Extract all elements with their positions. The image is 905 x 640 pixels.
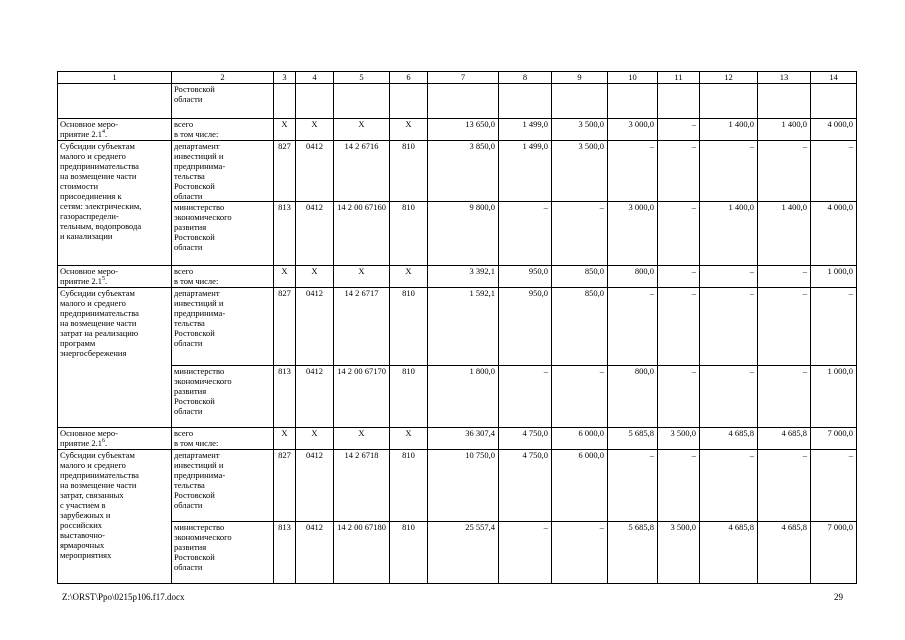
cell-c12: 4 685,8 [700,428,758,450]
cell-c4: 0412 [296,450,334,522]
cell-c10: 5 685,8 [608,522,658,584]
cell-c14: – [811,288,857,366]
cell-c11: – [658,141,700,202]
cell-c6: 810 [390,288,428,366]
cell-c6: Х [390,266,428,288]
cell-c11: – [658,119,700,141]
cell-c10: – [608,450,658,522]
cell-c9: 3 500,0 [552,141,608,202]
cell-c9: 3 500,0 [552,119,608,141]
cell-c11: – [658,366,700,428]
cell-c6: Х [390,428,428,450]
cell-c7: 10 750,0 [428,450,499,522]
cell-c12: – [700,366,758,428]
cell-c4: Х [296,266,334,288]
cell-c5: 14 2 6717 [334,288,390,366]
cell-c7: 9 800,0 [428,202,499,266]
cell-c8: – [499,202,552,266]
cell-c11: 3 500,0 [658,522,700,584]
cell-c4: 0412 [296,366,334,428]
cell-c10: – [608,288,658,366]
executor-cell: министерство экономического развития Ростовской области [172,202,274,266]
footnote-marker: 6 [102,438,106,445]
cell-c14: – [811,450,857,522]
cell-c3: Х [274,119,296,141]
cell-c5: Х [334,428,390,450]
measure-label: Основное меро- приятие 2.1 [60,428,119,448]
cell-c7: 36 307,4 [428,428,499,450]
cell-c8: 950,0 [499,288,552,366]
column-header-3: 3 [274,72,296,84]
cell-c4: Х [296,428,334,450]
measure-label-cell: Основное меро- приятие $2.1^6$. [58,428,172,450]
measure-description: Субсидии субъектам малого и среднего предпринимательства на возмещение части стоимости присоединения к сетям: электрическим, газораспредели- тельным, водопровода и канализации [58,141,172,266]
cell-c5: Х [334,119,390,141]
cell-c14: 7 000,0 [811,522,857,584]
cell-c10: 3 000,0 [608,119,658,141]
cell-c12: – [700,141,758,202]
executor-cell: всего в том числе: [172,119,274,141]
cell-c13: – [758,366,811,428]
cell-c9: 6 000,0 [552,450,608,522]
cell-c13: – [758,141,811,202]
cell-c7: 3 850,0 [428,141,499,202]
cell-c3: 827 [274,288,296,366]
cell-c6: 810 [390,522,428,584]
continuation-text: Ростовской области [172,84,274,119]
column-header-11: 11 [658,72,700,84]
cell-c4: Х [296,119,334,141]
measure-label: Основное меро- приятие 2.1 [60,119,119,139]
cell-c14: 4 000,0 [811,202,857,266]
column-header-6: 6 [390,72,428,84]
cell-c4: 0412 [296,202,334,266]
cell-c6: Х [390,119,428,141]
measure-description: Субсидии субъектам малого и среднего предпринимательства на возмещение части затрат, связанных с участием в зарубежных и российских выставочно- ярмарочных мероприятиях [58,450,172,584]
cell-c13: – [758,266,811,288]
executor-cell: департамент инвестиций и предпринима- тельства Ростовской области [172,288,274,366]
table-row [58,266,857,288]
cell-c12: 1 400,0 [700,202,758,266]
cell-c7: 1 592,1 [428,288,499,366]
measure-description: Субсидии субъектам малого и среднего предпринимательства на возмещение части затрат на реализацию программ энергосбережения [58,288,172,428]
measure-label-cell: Основное меро- приятие $2.1^5$. [58,266,172,288]
cell-c14: 7 000,0 [811,428,857,450]
cell-c5: Х [334,266,390,288]
cell-c5: 14 2 00 67170 [334,366,390,428]
cell-c9: – [552,366,608,428]
cell-c6: 810 [390,202,428,266]
cell-c5: 14 2 6718 [334,450,390,522]
footnote-marker: 4 [102,129,106,136]
footnote-marker: 5 [102,276,106,283]
column-header-4: 4 [296,72,334,84]
cell-c14: 1 000,0 [811,266,857,288]
cell-c8: – [499,366,552,428]
cell-c4: 0412 [296,288,334,366]
cell-c13: – [758,288,811,366]
table-row [58,522,857,584]
cell-c14: 4 000,0 [811,119,857,141]
cell-c11: – [658,266,700,288]
cell-c14: – [811,141,857,202]
budget-table [57,71,857,584]
cell-c3: Х [274,428,296,450]
cell-c5: 14 2 00 67180 [334,522,390,584]
cell-c3: 813 [274,202,296,266]
column-header-14: 14 [811,72,857,84]
cell-c8: 4 750,0 [499,450,552,522]
table-row [58,119,857,141]
cell-c12: 1 400,0 [700,119,758,141]
cell-c11: – [658,450,700,522]
cell-c11: 3 500,0 [658,428,700,450]
cell-c7: 3 392,1 [428,266,499,288]
cell-c4: 0412 [296,141,334,202]
cell-c6: 810 [390,450,428,522]
cell-c5: 14 2 00 67160 [334,202,390,266]
cell-c10: 5 685,8 [608,428,658,450]
column-header-5: 5 [334,72,390,84]
table-row [58,428,857,450]
cell-c13: 1 400,0 [758,202,811,266]
cell-c9: 850,0 [552,288,608,366]
executor-cell: департамент инвестиций и предпринима- тельства Ростовской области [172,450,274,522]
measure-label: Основное меро- приятие 2.1 [60,266,119,286]
cell-c6: 810 [390,366,428,428]
cell-c9: – [552,522,608,584]
measure-label-cell: Основное меро- приятие $2.1^4$. [58,119,172,141]
table-row [58,366,857,428]
table-body [58,84,857,584]
cell-c9: 6 000,0 [552,428,608,450]
column-header-13: 13 [758,72,811,84]
cell-c14: 1 000,0 [811,366,857,428]
continuation-empty-cell [58,84,172,119]
executor-cell: всего в том числе: [172,266,274,288]
executor-cell: министерство экономического развития Ростовской области [172,366,274,428]
cell-c12: – [700,450,758,522]
table-row [58,288,857,366]
cell-c10: 3 000,0 [608,202,658,266]
cell-c9: – [552,202,608,266]
cell-c4: 0412 [296,522,334,584]
column-header-8: 8 [499,72,552,84]
executor-cell: министерство экономического развития Ростовской области [172,522,274,584]
column-header-1: 1 [58,72,172,84]
column-header-9: 9 [552,72,608,84]
cell-c7: 25 557,4 [428,522,499,584]
cell-c10: 800,0 [608,266,658,288]
cell-c3: 813 [274,522,296,584]
cell-c10: – [608,141,658,202]
cell-c11: – [658,202,700,266]
cell-c5: 14 2 6716 [334,141,390,202]
column-header-7: 7 [428,72,499,84]
cell-c8: 1 499,0 [499,141,552,202]
cell-c7: 1 800,0 [428,366,499,428]
cell-c3: Х [274,266,296,288]
cell-c3: 827 [274,450,296,522]
column-header-2: 2 [172,72,274,84]
table-row [58,141,857,202]
cell-c13: 4 685,8 [758,428,811,450]
cell-c12: – [700,266,758,288]
column-header-10: 10 [608,72,658,84]
cell-c11: – [658,288,700,366]
cell-c10: 800,0 [608,366,658,428]
cell-c13: 4 685,8 [758,522,811,584]
table-row [58,202,857,266]
column-number-row [58,72,857,84]
cell-c7: 13 650,0 [428,119,499,141]
cell-c8: 1 499,0 [499,119,552,141]
column-header-12: 12 [700,72,758,84]
page-number: 29 [834,592,843,602]
cell-c8: 950,0 [499,266,552,288]
cell-c12: – [700,288,758,366]
cell-c6: 810 [390,141,428,202]
executor-cell: всего в том числе: [172,428,274,450]
cell-c3: 827 [274,141,296,202]
footer-file-path: Z:\ORST\Ppo\0215p106.f17.docx [62,592,185,602]
cell-c9: 850,0 [552,266,608,288]
continuation-row [58,84,857,119]
executor-cell: департамент инвестиций и предпринима- тельства Ростовской области [172,141,274,202]
cell-c12: 4 685,8 [700,522,758,584]
cell-c13: 1 400,0 [758,119,811,141]
table-row [58,450,857,522]
cell-c8: 4 750,0 [499,428,552,450]
cell-c3: 813 [274,366,296,428]
cell-c8: – [499,522,552,584]
cell-c13: – [758,450,811,522]
